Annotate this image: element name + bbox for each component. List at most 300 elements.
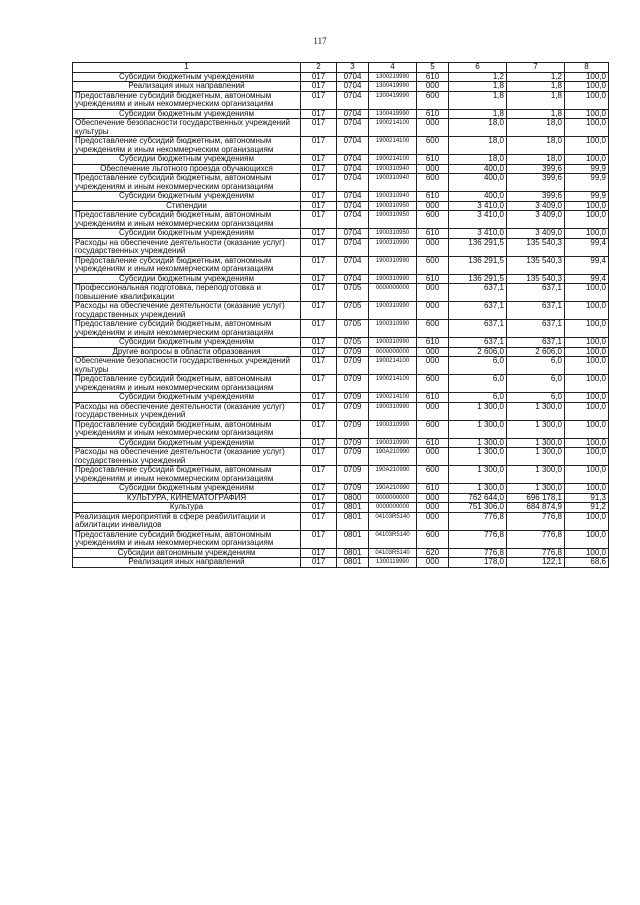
row-name: Субсидии бюджетным учреждениям bbox=[73, 72, 301, 82]
row-expense-type: 610 bbox=[417, 338, 449, 348]
row-expense-type: 000 bbox=[417, 119, 449, 137]
table-row bbox=[73, 211, 609, 229]
row-target-code: 0000000000 bbox=[369, 493, 417, 503]
row-executed: 1,8 bbox=[507, 82, 565, 92]
row-name: Профессиональная подготовка, переподготовка и повышение квалификации bbox=[73, 284, 301, 302]
row-executed: 696 178,1 bbox=[507, 493, 565, 503]
row-planned: 3 410,0 bbox=[449, 211, 507, 229]
row-executed: 1,2 bbox=[507, 72, 565, 82]
row-section-code: 0704 bbox=[337, 155, 369, 165]
row-section-code: 0704 bbox=[337, 72, 369, 82]
row-name: Предоставление субсидий бюджетным, автономным учреждениям и иным некоммерческим организациям bbox=[73, 91, 301, 109]
row-percent: 91,2 bbox=[565, 503, 609, 513]
column-header-3: 3 bbox=[337, 63, 369, 73]
row-executed: 776,8 bbox=[507, 548, 565, 558]
table-row bbox=[73, 357, 609, 375]
row-planned: 2 606,0 bbox=[449, 347, 507, 357]
row-name: Реализация иных направлений bbox=[73, 82, 301, 92]
row-expense-type: 000 bbox=[417, 512, 449, 530]
row-executed: 1 300,0 bbox=[507, 448, 565, 466]
row-section-code: 0704 bbox=[337, 238, 369, 256]
row-name: Предоставление субсидий бюджетным, автономным учреждениям и иным некоммерческим организациям bbox=[73, 466, 301, 484]
row-section-code: 0709 bbox=[337, 448, 369, 466]
row-section-code: 0709 bbox=[337, 357, 369, 375]
row-admin-code: 017 bbox=[301, 229, 337, 239]
row-section-code: 0709 bbox=[337, 402, 369, 420]
row-section-code: 0704 bbox=[337, 82, 369, 92]
table-row bbox=[73, 119, 609, 137]
row-admin-code: 017 bbox=[301, 274, 337, 284]
row-target-code: 1300219990 bbox=[369, 72, 417, 82]
table-row bbox=[73, 320, 609, 338]
row-name: Предоставление субсидий бюджетным, автономным учреждениям и иным некоммерческим организациям bbox=[73, 420, 301, 438]
row-section-code: 0705 bbox=[337, 284, 369, 302]
row-executed: 122,1 bbox=[507, 558, 565, 568]
table-row bbox=[73, 420, 609, 438]
row-section-code: 0709 bbox=[337, 420, 369, 438]
row-admin-code: 017 bbox=[301, 109, 337, 119]
row-percent: 100,0 bbox=[565, 402, 609, 420]
row-expense-type: 600 bbox=[417, 211, 449, 229]
row-admin-code: 017 bbox=[301, 420, 337, 438]
column-header-7: 7 bbox=[507, 63, 565, 73]
column-header-2: 2 bbox=[301, 63, 337, 73]
row-percent: 99,9 bbox=[565, 164, 609, 174]
row-executed: 3 409,0 bbox=[507, 201, 565, 211]
row-admin-code: 017 bbox=[301, 530, 337, 548]
table-row bbox=[73, 109, 609, 119]
row-target-code: 1900310950 bbox=[369, 211, 417, 229]
row-admin-code: 017 bbox=[301, 238, 337, 256]
row-target-code: 1900214100 bbox=[369, 155, 417, 165]
row-target-code: 04103R5140 bbox=[369, 548, 417, 558]
row-section-code: 0704 bbox=[337, 91, 369, 109]
table-row bbox=[73, 274, 609, 284]
row-target-code: 1900214100 bbox=[369, 357, 417, 375]
table-row bbox=[73, 512, 609, 530]
row-expense-type: 610 bbox=[417, 229, 449, 239]
row-name: Расходы на обеспечение деятельности (оказание услуг) государственных учреждений bbox=[73, 238, 301, 256]
table-row bbox=[73, 302, 609, 320]
row-section-code: 0709 bbox=[337, 393, 369, 403]
row-admin-code: 017 bbox=[301, 91, 337, 109]
row-percent: 100,0 bbox=[565, 91, 609, 109]
row-target-code: 1900310940 bbox=[369, 164, 417, 174]
row-admin-code: 017 bbox=[301, 466, 337, 484]
row-expense-type: 000 bbox=[417, 503, 449, 513]
row-name: Предоставление субсидий бюджетным, автономным учреждениям и иным некоммерческим организациям bbox=[73, 375, 301, 393]
row-admin-code: 017 bbox=[301, 558, 337, 568]
row-executed: 6,0 bbox=[507, 375, 565, 393]
row-percent: 99,4 bbox=[565, 238, 609, 256]
row-planned: 1,8 bbox=[449, 91, 507, 109]
row-expense-type: 000 bbox=[417, 558, 449, 568]
page-number: 117 bbox=[313, 36, 327, 46]
row-section-code: 0801 bbox=[337, 548, 369, 558]
row-target-code: 1900310990 bbox=[369, 256, 417, 274]
row-section-code: 0709 bbox=[337, 484, 369, 494]
row-target-code: 1900310940 bbox=[369, 174, 417, 192]
row-expense-type: 000 bbox=[417, 201, 449, 211]
row-planned: 1 300,0 bbox=[449, 448, 507, 466]
row-planned: 6,0 bbox=[449, 375, 507, 393]
row-name: Предоставление субсидий бюджетным, автономным учреждениям и иным некоммерческим организациям bbox=[73, 256, 301, 274]
row-expense-type: 000 bbox=[417, 82, 449, 92]
budget-table bbox=[72, 62, 609, 568]
table-row bbox=[73, 192, 609, 202]
row-percent: 100,0 bbox=[565, 155, 609, 165]
row-target-code: 1900310990 bbox=[369, 302, 417, 320]
row-target-code: 0000000000 bbox=[369, 284, 417, 302]
row-name: Субсидии бюджетным учреждениям bbox=[73, 155, 301, 165]
table-row bbox=[73, 548, 609, 558]
row-executed: 1 300,0 bbox=[507, 484, 565, 494]
table-row bbox=[73, 503, 609, 513]
table-row bbox=[73, 530, 609, 548]
row-planned: 1 300,0 bbox=[449, 438, 507, 448]
row-admin-code: 017 bbox=[301, 448, 337, 466]
row-target-code: 1900310990 bbox=[369, 402, 417, 420]
row-admin-code: 017 bbox=[301, 137, 337, 155]
column-header-5: 5 bbox=[417, 63, 449, 73]
row-target-code: 1900310990 bbox=[369, 320, 417, 338]
row-admin-code: 017 bbox=[301, 438, 337, 448]
row-target-code: 190A210990 bbox=[369, 448, 417, 466]
row-admin-code: 017 bbox=[301, 402, 337, 420]
row-expense-type: 000 bbox=[417, 448, 449, 466]
row-percent: 100,0 bbox=[565, 137, 609, 155]
row-planned: 751 306,0 bbox=[449, 503, 507, 513]
table-row bbox=[73, 91, 609, 109]
row-name: Другие вопросы в области образования bbox=[73, 347, 301, 357]
row-percent: 100,0 bbox=[565, 229, 609, 239]
row-expense-type: 000 bbox=[417, 238, 449, 256]
column-header-1: 1 bbox=[73, 63, 301, 73]
column-header-8: 8 bbox=[565, 63, 609, 73]
row-planned: 3 410,0 bbox=[449, 229, 507, 239]
row-executed: 6,0 bbox=[507, 393, 565, 403]
row-admin-code: 017 bbox=[301, 503, 337, 513]
row-expense-type: 600 bbox=[417, 420, 449, 438]
row-percent: 99,9 bbox=[565, 192, 609, 202]
row-executed: 1 300,0 bbox=[507, 438, 565, 448]
row-target-code: 1900214100 bbox=[369, 393, 417, 403]
row-percent: 100,0 bbox=[565, 438, 609, 448]
row-target-code: 1900310990 bbox=[369, 238, 417, 256]
table-header-row bbox=[73, 63, 609, 73]
row-percent: 100,0 bbox=[565, 338, 609, 348]
row-planned: 18,0 bbox=[449, 155, 507, 165]
row-name: Субсидии бюджетным учреждениям bbox=[73, 438, 301, 448]
column-header-4: 4 bbox=[369, 63, 417, 73]
row-section-code: 0709 bbox=[337, 466, 369, 484]
table-row bbox=[73, 256, 609, 274]
row-name: Расходы на обеспечение деятельности (оказание услуг) государственных учреждений bbox=[73, 448, 301, 466]
row-planned: 1 300,0 bbox=[449, 466, 507, 484]
row-name: Субсидии бюджетным учреждениям bbox=[73, 229, 301, 239]
row-percent: 100,0 bbox=[565, 119, 609, 137]
row-executed: 135 540,3 bbox=[507, 238, 565, 256]
row-section-code: 0704 bbox=[337, 201, 369, 211]
row-section-code: 0801 bbox=[337, 558, 369, 568]
row-expense-type: 620 bbox=[417, 548, 449, 558]
table-row bbox=[73, 338, 609, 348]
row-planned: 776,8 bbox=[449, 548, 507, 558]
row-expense-type: 600 bbox=[417, 530, 449, 548]
row-name: Предоставление субсидий бюджетным, автономным учреждениям и иным некоммерческим организациям bbox=[73, 174, 301, 192]
row-percent: 100,0 bbox=[565, 211, 609, 229]
row-admin-code: 017 bbox=[301, 512, 337, 530]
row-admin-code: 017 bbox=[301, 347, 337, 357]
row-section-code: 0705 bbox=[337, 302, 369, 320]
row-admin-code: 017 bbox=[301, 192, 337, 202]
table-row bbox=[73, 347, 609, 357]
row-percent: 100,0 bbox=[565, 284, 609, 302]
row-expense-type: 600 bbox=[417, 137, 449, 155]
row-target-code: 190A210990 bbox=[369, 484, 417, 494]
row-percent: 100,0 bbox=[565, 548, 609, 558]
row-expense-type: 600 bbox=[417, 375, 449, 393]
row-executed: 637,1 bbox=[507, 284, 565, 302]
table-row bbox=[73, 137, 609, 155]
row-planned: 400,0 bbox=[449, 164, 507, 174]
row-target-code: 1900310990 bbox=[369, 338, 417, 348]
row-percent: 100,0 bbox=[565, 484, 609, 494]
row-planned: 400,0 bbox=[449, 174, 507, 192]
row-section-code: 0704 bbox=[337, 274, 369, 284]
table-row bbox=[73, 402, 609, 420]
row-expense-type: 610 bbox=[417, 274, 449, 284]
row-executed: 684 874,9 bbox=[507, 503, 565, 513]
table-row bbox=[73, 174, 609, 192]
row-executed: 776,8 bbox=[507, 530, 565, 548]
row-executed: 399,6 bbox=[507, 164, 565, 174]
row-target-code: 0000000000 bbox=[369, 347, 417, 357]
row-expense-type: 000 bbox=[417, 493, 449, 503]
row-planned: 762 644,0 bbox=[449, 493, 507, 503]
row-planned: 400,0 bbox=[449, 192, 507, 202]
row-name: Предоставление субсидий бюджетным, автономным учреждениям и иным некоммерческим организациям bbox=[73, 211, 301, 229]
row-admin-code: 017 bbox=[301, 357, 337, 375]
row-name: Субсидии бюджетным учреждениям bbox=[73, 274, 301, 284]
row-name: Реализация иных направлений bbox=[73, 558, 301, 568]
row-expense-type: 000 bbox=[417, 402, 449, 420]
row-percent: 99,4 bbox=[565, 274, 609, 284]
row-executed: 135 540,3 bbox=[507, 274, 565, 284]
row-admin-code: 017 bbox=[301, 320, 337, 338]
row-executed: 637,1 bbox=[507, 302, 565, 320]
row-executed: 18,0 bbox=[507, 137, 565, 155]
table-row bbox=[73, 284, 609, 302]
table-row bbox=[73, 438, 609, 448]
row-target-code: 1300419990 bbox=[369, 91, 417, 109]
row-executed: 637,1 bbox=[507, 320, 565, 338]
row-expense-type: 000 bbox=[417, 347, 449, 357]
row-executed: 2 606,0 bbox=[507, 347, 565, 357]
row-expense-type: 600 bbox=[417, 174, 449, 192]
row-percent: 100,0 bbox=[565, 512, 609, 530]
row-section-code: 0704 bbox=[337, 192, 369, 202]
row-name: Предоставление субсидий бюджетным, автономным учреждениям и иным некоммерческим организациям bbox=[73, 530, 301, 548]
table-row bbox=[73, 558, 609, 568]
table-row bbox=[73, 375, 609, 393]
row-expense-type: 610 bbox=[417, 72, 449, 82]
row-executed: 6,0 bbox=[507, 357, 565, 375]
row-executed: 18,0 bbox=[507, 155, 565, 165]
row-target-code: 0000000000 bbox=[369, 503, 417, 513]
column-header-6: 6 bbox=[449, 63, 507, 73]
row-expense-type: 600 bbox=[417, 91, 449, 109]
row-name: КУЛЬТУРА, КИНЕМАТОГРАФИЯ bbox=[73, 493, 301, 503]
row-admin-code: 017 bbox=[301, 393, 337, 403]
table-row bbox=[73, 201, 609, 211]
row-name: Предоставление субсидий бюджетным, автономным учреждениям и иным некоммерческим организациям bbox=[73, 137, 301, 155]
row-section-code: 0704 bbox=[337, 164, 369, 174]
table-body bbox=[73, 72, 609, 567]
row-percent: 100,0 bbox=[565, 109, 609, 119]
row-planned: 6,0 bbox=[449, 393, 507, 403]
row-section-code: 0801 bbox=[337, 530, 369, 548]
row-admin-code: 017 bbox=[301, 211, 337, 229]
row-target-code: 1900310990 bbox=[369, 438, 417, 448]
row-expense-type: 610 bbox=[417, 393, 449, 403]
row-section-code: 0709 bbox=[337, 438, 369, 448]
row-section-code: 0704 bbox=[337, 256, 369, 274]
row-section-code: 0704 bbox=[337, 119, 369, 137]
row-expense-type: 610 bbox=[417, 484, 449, 494]
row-percent: 68,6 bbox=[565, 558, 609, 568]
row-executed: 1,8 bbox=[507, 91, 565, 109]
row-percent: 100,0 bbox=[565, 448, 609, 466]
row-planned: 1 300,0 bbox=[449, 402, 507, 420]
row-admin-code: 017 bbox=[301, 174, 337, 192]
row-target-code: 190A210990 bbox=[369, 466, 417, 484]
row-planned: 3 410,0 bbox=[449, 201, 507, 211]
row-section-code: 0709 bbox=[337, 375, 369, 393]
row-expense-type: 600 bbox=[417, 320, 449, 338]
row-expense-type: 000 bbox=[417, 164, 449, 174]
table-row bbox=[73, 164, 609, 174]
row-admin-code: 017 bbox=[301, 493, 337, 503]
row-name: Субсидии бюджетным учреждениям bbox=[73, 484, 301, 494]
row-executed: 1,8 bbox=[507, 109, 565, 119]
table-row bbox=[73, 466, 609, 484]
row-name: Субсидии бюджетным учреждениям bbox=[73, 338, 301, 348]
row-name: Культура bbox=[73, 503, 301, 513]
row-name: Субсидии автономным учреждениям bbox=[73, 548, 301, 558]
row-expense-type: 610 bbox=[417, 192, 449, 202]
row-executed: 3 409,0 bbox=[507, 229, 565, 239]
row-executed: 399,6 bbox=[507, 192, 565, 202]
row-admin-code: 017 bbox=[301, 338, 337, 348]
table-row bbox=[73, 484, 609, 494]
row-target-code: 1900310940 bbox=[369, 192, 417, 202]
row-executed: 1 300,0 bbox=[507, 466, 565, 484]
table-row bbox=[73, 155, 609, 165]
row-planned: 136 291,5 bbox=[449, 238, 507, 256]
row-planned: 1,2 bbox=[449, 72, 507, 82]
row-admin-code: 017 bbox=[301, 284, 337, 302]
row-planned: 136 291,5 bbox=[449, 256, 507, 274]
row-planned: 136 291,5 bbox=[449, 274, 507, 284]
row-executed: 637,1 bbox=[507, 338, 565, 348]
row-admin-code: 017 bbox=[301, 375, 337, 393]
table-row bbox=[73, 82, 609, 92]
row-admin-code: 017 bbox=[301, 82, 337, 92]
row-percent: 91,3 bbox=[565, 493, 609, 503]
row-name: Реализация мероприятий в сфере реабилитации и абилитации инвалидов bbox=[73, 512, 301, 530]
row-section-code: 0705 bbox=[337, 338, 369, 348]
row-name: Предоставление субсидий бюджетным, автономным учреждениям и иным некоммерческим организациям bbox=[73, 320, 301, 338]
row-name: Субсидии бюджетным учреждениям bbox=[73, 109, 301, 119]
row-planned: 1 300,0 bbox=[449, 484, 507, 494]
row-percent: 100,0 bbox=[565, 420, 609, 438]
row-admin-code: 017 bbox=[301, 164, 337, 174]
row-target-code: 1900310990 bbox=[369, 274, 417, 284]
row-section-code: 0704 bbox=[337, 211, 369, 229]
row-admin-code: 017 bbox=[301, 72, 337, 82]
row-percent: 100,0 bbox=[565, 347, 609, 357]
table-row bbox=[73, 393, 609, 403]
row-percent: 100,0 bbox=[565, 320, 609, 338]
row-percent: 100,0 bbox=[565, 357, 609, 375]
row-target-code: 1900310950 bbox=[369, 229, 417, 239]
table-row bbox=[73, 72, 609, 82]
row-section-code: 0705 bbox=[337, 320, 369, 338]
row-planned: 1,8 bbox=[449, 82, 507, 92]
row-expense-type: 600 bbox=[417, 256, 449, 274]
row-section-code: 0800 bbox=[337, 493, 369, 503]
row-percent: 100,0 bbox=[565, 393, 609, 403]
row-planned: 178,0 bbox=[449, 558, 507, 568]
row-expense-type: 000 bbox=[417, 357, 449, 375]
row-expense-type: 600 bbox=[417, 466, 449, 484]
row-executed: 399,6 bbox=[507, 174, 565, 192]
row-target-code: 1300419990 bbox=[369, 82, 417, 92]
row-admin-code: 017 bbox=[301, 155, 337, 165]
row-name: Обеспечение безопасности государственных учреждений культуры bbox=[73, 119, 301, 137]
row-executed: 18,0 bbox=[507, 119, 565, 137]
row-target-code: 1300119990 bbox=[369, 558, 417, 568]
row-expense-type: 000 bbox=[417, 284, 449, 302]
row-admin-code: 017 bbox=[301, 201, 337, 211]
row-target-code: 1300419990 bbox=[369, 109, 417, 119]
row-planned: 6,0 bbox=[449, 357, 507, 375]
row-section-code: 0704 bbox=[337, 109, 369, 119]
row-target-code: 1900214100 bbox=[369, 375, 417, 393]
row-name: Субсидии бюджетным учреждениям bbox=[73, 192, 301, 202]
row-name: Расходы на обеспечение деятельности (оказание услуг) государственных учреждений bbox=[73, 402, 301, 420]
row-section-code: 0801 bbox=[337, 503, 369, 513]
row-section-code: 0704 bbox=[337, 229, 369, 239]
row-planned: 637,1 bbox=[449, 302, 507, 320]
table-row bbox=[73, 493, 609, 503]
row-admin-code: 017 bbox=[301, 548, 337, 558]
row-name: Обеспечение льготного проезда обучающихся bbox=[73, 164, 301, 174]
row-executed: 3 409,0 bbox=[507, 211, 565, 229]
row-name: Субсидии бюджетным учреждениям bbox=[73, 393, 301, 403]
row-admin-code: 017 bbox=[301, 256, 337, 274]
row-target-code: 1900310950 bbox=[369, 201, 417, 211]
row-planned: 18,0 bbox=[449, 119, 507, 137]
row-percent: 100,0 bbox=[565, 82, 609, 92]
row-target-code: 04103R5140 bbox=[369, 530, 417, 548]
row-section-code: 0801 bbox=[337, 512, 369, 530]
row-admin-code: 017 bbox=[301, 484, 337, 494]
row-executed: 1 300,0 bbox=[507, 420, 565, 438]
row-executed: 1 300,0 bbox=[507, 402, 565, 420]
row-target-code: 1900214100 bbox=[369, 119, 417, 137]
